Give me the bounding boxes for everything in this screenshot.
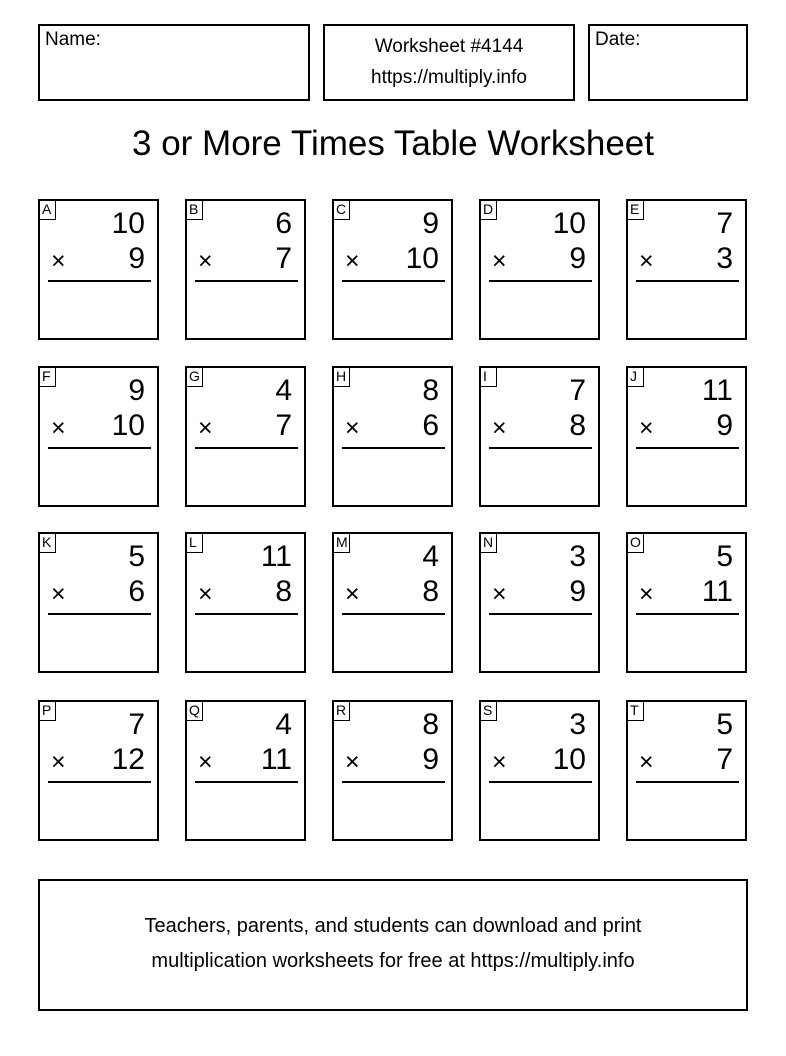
problem-letter: R	[332, 700, 350, 721]
problem-letter: O	[626, 532, 644, 553]
answer-line	[48, 781, 151, 783]
problem-card-t[interactable]	[626, 700, 747, 841]
problem-card-g[interactable]	[185, 366, 306, 507]
times-sign: ×	[198, 247, 213, 275]
answer-line	[195, 781, 298, 783]
multiplicand: 7	[128, 708, 145, 741]
multiplier: 7	[716, 743, 733, 776]
date-label: Date:	[595, 29, 641, 50]
multiplicand: 5	[716, 540, 733, 573]
problem-letter: P	[38, 700, 56, 721]
times-sign: ×	[198, 414, 213, 442]
answer-line	[48, 613, 151, 615]
multiplier: 7	[275, 409, 292, 442]
answer-line	[48, 280, 151, 282]
problem-letter: N	[479, 532, 497, 553]
answer-line	[636, 447, 739, 449]
problem-card-o[interactable]	[626, 532, 747, 673]
times-sign: ×	[492, 748, 507, 776]
multiplicand: 10	[111, 207, 145, 240]
multiplicand: 5	[716, 708, 733, 741]
name-field[interactable]	[38, 24, 310, 101]
problem-letter: H	[332, 366, 350, 387]
problem-letter: F	[38, 366, 56, 387]
problem-card-s[interactable]	[479, 700, 600, 841]
times-sign: ×	[345, 748, 360, 776]
times-sign: ×	[639, 580, 654, 608]
problem-letter: A	[38, 199, 56, 220]
problem-card-h[interactable]	[332, 366, 453, 507]
answer-line	[489, 447, 592, 449]
multiplier: 8	[422, 575, 439, 608]
answer-line	[489, 280, 592, 282]
answer-line	[489, 613, 592, 615]
multiplicand: 5	[128, 540, 145, 573]
problem-letter: T	[626, 700, 644, 721]
worksheet-number: Worksheet #4144	[374, 36, 524, 57]
problem-card-m[interactable]	[332, 532, 453, 673]
multiplicand: 10	[552, 207, 586, 240]
problem-letter: E	[626, 199, 644, 220]
times-sign: ×	[492, 580, 507, 608]
problem-card-r[interactable]	[332, 700, 453, 841]
problem-card-a[interactable]	[38, 199, 159, 340]
times-sign: ×	[639, 748, 654, 776]
problem-letter: J	[626, 366, 644, 387]
times-sign: ×	[492, 247, 507, 275]
multiplicand: 7	[569, 374, 586, 407]
answer-line	[636, 613, 739, 615]
problem-card-c[interactable]	[332, 199, 453, 340]
multiplier: 7	[275, 242, 292, 275]
problem-card-l[interactable]	[185, 532, 306, 673]
problem-letter: D	[479, 199, 497, 220]
footer-line-2: multiplication worksheets for free at https://multiply.info	[151, 950, 635, 972]
times-sign: ×	[639, 247, 654, 275]
multiplicand: 9	[128, 374, 145, 407]
page-title: 3 or More Times Table Worksheet	[132, 124, 654, 163]
problem-card-q[interactable]	[185, 700, 306, 841]
multiplicand: 11	[701, 374, 733, 407]
multiplicand: 11	[260, 540, 292, 573]
multiplier: 12	[111, 743, 145, 776]
problem-card-f[interactable]	[38, 366, 159, 507]
times-sign: ×	[51, 414, 66, 442]
times-sign: ×	[345, 580, 360, 608]
answer-line	[195, 613, 298, 615]
problem-letter: S	[479, 700, 497, 721]
times-sign: ×	[51, 580, 66, 608]
multiplicand: 3	[569, 708, 586, 741]
answer-line	[48, 447, 151, 449]
problem-letter: K	[38, 532, 56, 553]
times-sign: ×	[51, 247, 66, 275]
multiplicand: 4	[422, 540, 439, 573]
problem-letter: B	[185, 199, 203, 220]
multiplicand: 3	[569, 540, 586, 573]
date-field[interactable]	[588, 24, 748, 101]
problem-letter: M	[332, 532, 350, 553]
problem-card-d[interactable]	[479, 199, 600, 340]
problem-card-b[interactable]	[185, 199, 306, 340]
problem-letter: I	[479, 366, 497, 387]
name-label: Name:	[45, 29, 101, 50]
times-sign: ×	[198, 580, 213, 608]
worksheet-info-box	[323, 24, 575, 101]
answer-line	[342, 280, 445, 282]
answer-line	[342, 613, 445, 615]
footer-line-1: Teachers, parents, and students can download and print	[144, 915, 642, 937]
answer-line	[342, 447, 445, 449]
multiplicand: 7	[716, 207, 733, 240]
problem-letter: G	[185, 366, 203, 387]
answer-line	[342, 781, 445, 783]
answer-line	[489, 781, 592, 783]
problem-card-n[interactable]	[479, 532, 600, 673]
footer-box	[38, 879, 748, 1011]
multiplier: 3	[716, 242, 733, 275]
problem-card-k[interactable]	[38, 532, 159, 673]
multiplier: 6	[128, 575, 145, 608]
multiplicand: 9	[422, 207, 439, 240]
multiplier: 8	[275, 575, 292, 608]
multiplier: 10	[405, 242, 439, 275]
problem-card-i[interactable]	[479, 366, 600, 507]
answer-line	[636, 280, 739, 282]
problem-letter: Q	[185, 700, 203, 721]
times-sign: ×	[639, 414, 654, 442]
times-sign: ×	[492, 414, 507, 442]
times-sign: ×	[345, 247, 360, 275]
multiplier: 10	[111, 409, 145, 442]
answer-line	[636, 781, 739, 783]
times-sign: ×	[198, 748, 213, 776]
multiplier: 11	[701, 575, 733, 608]
problem-letter: L	[185, 532, 203, 553]
times-sign: ×	[51, 748, 66, 776]
problem-card-p[interactable]	[38, 700, 159, 841]
problem-card-j[interactable]	[626, 366, 747, 507]
multiplier: 6	[422, 409, 439, 442]
multiplier: 11	[260, 743, 292, 776]
multiplicand: 6	[275, 207, 292, 240]
problem-card-e[interactable]	[626, 199, 747, 340]
answer-line	[195, 280, 298, 282]
multiplicand: 4	[275, 374, 292, 407]
multiplier: 10	[552, 743, 586, 776]
problem-letter: C	[332, 199, 350, 220]
multiplier: 9	[422, 743, 439, 776]
multiplicand: 8	[422, 374, 439, 407]
worksheet-url: https://multiply.info	[371, 67, 527, 88]
multiplier: 9	[569, 575, 586, 608]
multiplier: 9	[128, 242, 145, 275]
multiplier: 9	[569, 242, 586, 275]
multiplier: 8	[569, 409, 586, 442]
multiplicand: 8	[422, 708, 439, 741]
multiplier: 9	[716, 409, 733, 442]
times-sign: ×	[345, 414, 360, 442]
answer-line	[195, 447, 298, 449]
multiplicand: 4	[275, 708, 292, 741]
